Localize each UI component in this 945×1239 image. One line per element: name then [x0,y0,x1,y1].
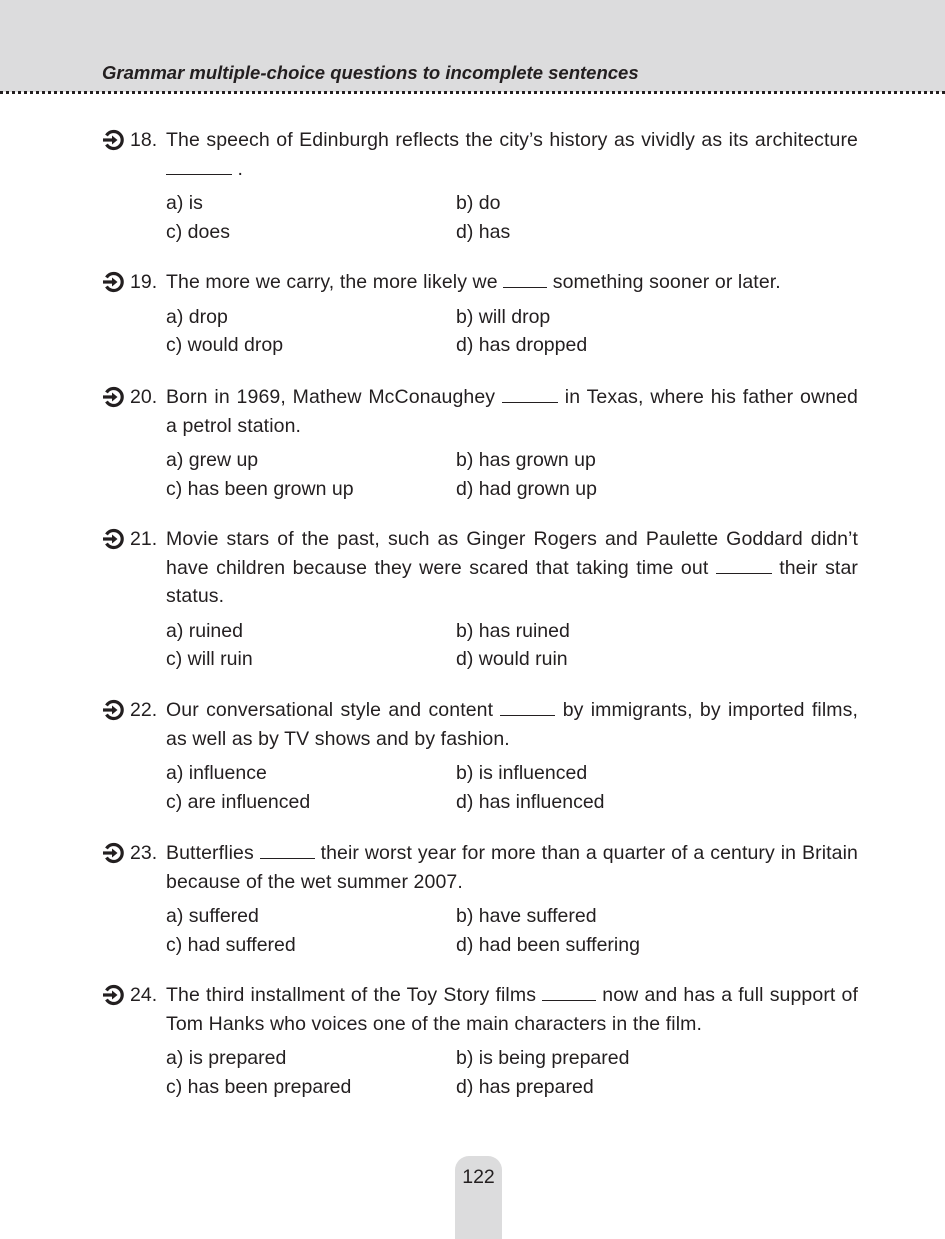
question-text: Our conversational style and content by immigrants, by imported films, as well as by TV shows and by fashion. [166,699,858,750]
option-c[interactable]: c) would drop [166,334,284,356]
circled-arrow-right-icon [102,129,126,151]
options-list [166,189,858,246]
option-b[interactable]: b) will drop [456,305,551,328]
option-c[interactable]: c) are influenced [166,790,311,813]
option-a[interactable]: a) drop [166,305,228,328]
options-list [166,617,858,674]
answer-blank [503,269,547,288]
page-number: 122 [462,1166,495,1188]
option-a[interactable]: a) influence [166,762,267,784]
question-number: 18. [130,129,158,151]
answer-blank [166,156,232,175]
option-c[interactable]: c) had suffered [166,933,296,956]
option-a[interactable]: a) grew up [166,449,259,471]
question-24 [102,981,858,1101]
option-a[interactable]: a) is prepared [166,1047,287,1069]
question-number: 24. [130,984,158,1006]
option-d[interactable]: d) has dropped [456,334,588,356]
question-number: 23. [130,842,158,864]
answer-blank [260,840,315,859]
option-d[interactable]: d) would ruin [456,648,568,670]
options-list [166,303,858,360]
answer-blank [542,982,596,1001]
question-text: The more we carry, the more likely we something sooner or later. [166,271,781,293]
option-b[interactable]: b) has ruined [456,619,570,642]
option-d[interactable]: d) has prepared [456,1075,594,1098]
option-b[interactable]: b) is influenced [456,762,588,784]
question-number: 19. [130,271,158,293]
option-c[interactable]: c) has been prepared [166,1075,352,1098]
circled-arrow-right-icon [102,528,126,550]
question-text: The third installment of the Toy Story films now and has a full support of Tom Hanks who voices one of the main characters in the film. [166,984,858,1035]
answer-blank [502,384,558,403]
option-a[interactable]: a) ruined [166,619,243,642]
option-b[interactable]: b) have suffered [456,905,597,927]
options-list [166,446,858,503]
question-23 [102,839,858,959]
question-text: Butterflies their worst year for more than a quarter of a century in Britain because of the wet summer 2007. [166,842,858,893]
question-text: Born in 1969, Mathew McConaughey in Texas, where his father owned a petrol station. [166,386,858,437]
question-text: The speech of Edinburgh reflects the city’s history as vividly as its architecture . [166,129,858,180]
option-b[interactable]: b) is being prepared [456,1047,630,1069]
options-list [166,902,858,959]
question-number: 22. [130,699,158,721]
options-list [166,759,858,816]
question-21 [102,525,858,674]
option-a[interactable]: a) is [166,192,203,214]
option-c[interactable]: c) will ruin [166,648,253,670]
question-number: 21. [130,528,158,550]
option-c[interactable]: c) does [166,220,230,243]
dotted-divider [0,91,945,94]
circled-arrow-right-icon [102,271,126,293]
circled-arrow-right-icon [102,699,126,721]
option-c[interactable]: c) has been grown up [166,477,354,500]
question-18 [102,126,858,246]
option-b[interactable]: b) do [456,192,501,214]
question-number: 20. [130,386,158,408]
option-b[interactable]: b) has grown up [456,449,596,471]
question-20 [102,383,858,503]
circled-arrow-right-icon [102,984,126,1006]
option-a[interactable]: a) suffered [166,905,259,927]
option-d[interactable]: d) had grown up [456,477,597,500]
answer-blank [500,697,555,716]
question-19 [102,268,858,360]
answer-blank [716,555,772,574]
option-d[interactable]: d) has influenced [456,790,605,813]
option-d[interactable]: d) has [456,220,511,243]
options-list [166,1044,858,1101]
question-text: Movie stars of the past, such as Ginger Rogers and Paulette Goddard didn’t have children because they were scared that taking time out their star status. [166,528,858,607]
circled-arrow-right-icon [102,386,126,408]
question-22 [102,696,858,816]
page-title: Grammar multiple-choice questions to incomplete sentences [102,62,639,83]
circled-arrow-right-icon [102,842,126,864]
option-d[interactable]: d) had been suffering [456,933,640,956]
